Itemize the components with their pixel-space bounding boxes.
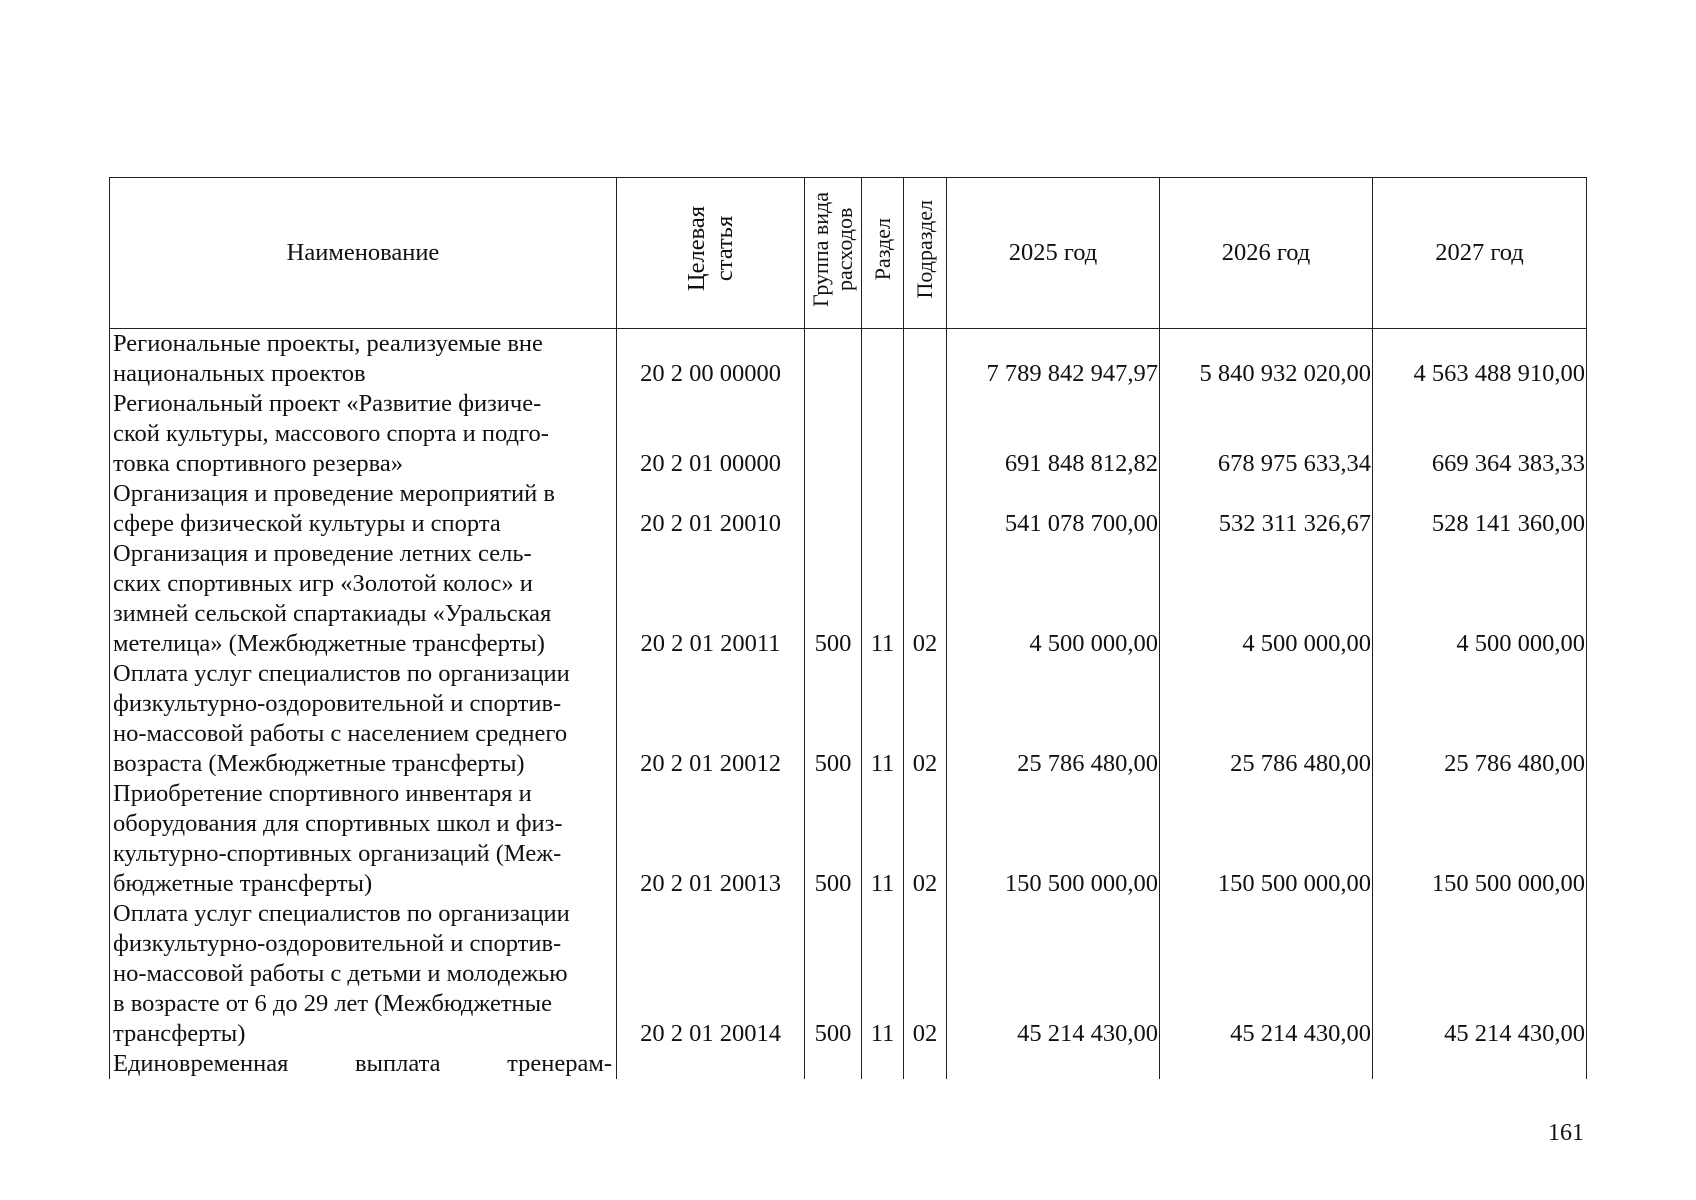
row-name-line: зимней сельской спартакиады «Уральская <box>113 600 552 627</box>
row-expense-group <box>805 389 862 479</box>
row-name <box>110 479 617 539</box>
row-expense-group: 500 <box>805 779 862 899</box>
row-section <box>862 329 904 390</box>
row-amount-2026: 678 975 633,34 <box>1160 389 1373 479</box>
row-amount-2025: 150 500 000,00 <box>947 779 1160 899</box>
header-expense-group: Группа вида расходов <box>805 178 862 329</box>
row-name-line: метелица» (Межбюджетные трансферты) <box>113 630 545 657</box>
table-header <box>110 178 1587 329</box>
row-amount-2027 <box>1373 1049 1587 1079</box>
row-subsection <box>904 1049 947 1079</box>
row-amount-2026: 5 840 932 020,00 <box>1160 329 1373 390</box>
row-expense-group: 500 <box>805 659 862 779</box>
row-name-line: физкультурно-оздоровительной и спортив- <box>113 690 562 717</box>
row-expense-group <box>805 479 862 539</box>
row-target-article: 20 2 01 20012 <box>617 659 805 779</box>
row-target-article: 20 2 01 20013 <box>617 779 805 899</box>
row-amount-2027: 669 364 383,33 <box>1373 389 1587 479</box>
row-target-article: 20 2 01 00000 <box>617 389 805 479</box>
row-section: 11 <box>862 899 904 1049</box>
row-name <box>110 329 617 390</box>
row-subsection: 02 <box>904 779 947 899</box>
row-target-article: 20 2 00 00000 <box>617 329 805 390</box>
row-subsection: 02 <box>904 899 947 1049</box>
row-amount-2026 <box>1160 1049 1373 1079</box>
header-year-2025: 2025 год <box>947 178 1160 329</box>
row-expense-group <box>805 329 862 390</box>
table-row <box>110 899 1587 1049</box>
table-row <box>110 479 1587 539</box>
row-name-line: ской культуры, массового спорта и подго- <box>113 420 549 447</box>
table-row <box>110 329 1587 390</box>
row-expense-group: 500 <box>805 899 862 1049</box>
row-subsection: 02 <box>904 539 947 659</box>
header-name: Наименование <box>110 178 617 329</box>
header-section: Раздел <box>862 178 904 329</box>
row-section <box>862 1049 904 1079</box>
row-section: 11 <box>862 659 904 779</box>
row-amount-2025 <box>947 1049 1160 1079</box>
header-year-2027: 2027 год <box>1373 178 1587 329</box>
row-amount-2026: 532 311 326,67 <box>1160 479 1373 539</box>
row-amount-2026: 45 214 430,00 <box>1160 899 1373 1049</box>
row-target-article <box>617 1049 805 1079</box>
row-amount-2027: 45 214 430,00 <box>1373 899 1587 1049</box>
row-amount-2025: 541 078 700,00 <box>947 479 1160 539</box>
row-name <box>110 1049 617 1079</box>
row-name <box>110 389 617 479</box>
row-section <box>862 479 904 539</box>
table-body <box>110 329 1587 1080</box>
header-year-2026: 2026 год <box>1160 178 1373 329</box>
header-target-article: Целевая статья <box>617 178 805 329</box>
row-amount-2025: 25 786 480,00 <box>947 659 1160 779</box>
row-expense-group: 500 <box>805 539 862 659</box>
row-target-article: 20 2 01 20011 <box>617 539 805 659</box>
row-amount-2026: 25 786 480,00 <box>1160 659 1373 779</box>
row-name-line: товка спортивного резерва» <box>113 450 404 477</box>
table-row <box>110 389 1587 479</box>
row-name <box>110 659 617 779</box>
row-name-line: но-массовой работы с населением среднего <box>113 720 568 747</box>
row-name <box>110 899 617 1049</box>
row-amount-2025: 691 848 812,82 <box>947 389 1160 479</box>
row-target-article: 20 2 01 20010 <box>617 479 805 539</box>
row-name-line: Единовременная выплата тренерам- <box>113 1050 612 1077</box>
row-name <box>110 779 617 899</box>
row-name-line: бюджетные трансферты) <box>113 870 373 897</box>
row-subsection <box>904 479 947 539</box>
row-amount-2027: 150 500 000,00 <box>1373 779 1587 899</box>
row-subsection <box>904 329 947 390</box>
row-subsection: 02 <box>904 659 947 779</box>
row-name-line: Региональные проекты, реализуемые вне <box>113 330 543 357</box>
row-amount-2027: 25 786 480,00 <box>1373 659 1587 779</box>
row-name-line: сфере физической культуры и спорта <box>113 510 501 537</box>
row-name-line: возраста (Межбюджетные трансферты) <box>113 750 525 777</box>
table-row <box>110 659 1587 779</box>
row-name-line: Оплата услуг специалистов по организации <box>113 660 570 687</box>
row-name-line: ских спортивных игр «Золотой колос» и <box>113 570 533 597</box>
row-name-line: культурно-спортивных организаций (Меж- <box>113 840 562 867</box>
budget-table <box>109 177 1587 1079</box>
row-amount-2025: 45 214 430,00 <box>947 899 1160 1049</box>
row-amount-2027: 4 563 488 910,00 <box>1373 329 1587 390</box>
row-name-line: Региональный проект «Развитие физиче- <box>113 390 542 417</box>
row-name-line: Приобретение спортивного инвентаря и <box>113 780 532 807</box>
row-name-line: трансферты) <box>113 1020 246 1047</box>
row-name-line: в возрасте от 6 до 29 лет (Межбюджетные <box>113 990 552 1017</box>
row-amount-2025: 4 500 000,00 <box>947 539 1160 659</box>
row-name-line: Организация и проведение летних сель- <box>113 540 532 567</box>
row-section <box>862 389 904 479</box>
table-row <box>110 539 1587 659</box>
row-amount-2027: 528 141 360,00 <box>1373 479 1587 539</box>
row-amount-2026: 150 500 000,00 <box>1160 779 1373 899</box>
row-amount-2027: 4 500 000,00 <box>1373 539 1587 659</box>
row-section: 11 <box>862 779 904 899</box>
header-subsection: Подраздел <box>904 178 947 329</box>
table-row <box>110 779 1587 899</box>
row-expense-group <box>805 1049 862 1079</box>
row-name <box>110 539 617 659</box>
row-target-article: 20 2 01 20014 <box>617 899 805 1049</box>
page-number: 161 <box>1548 1120 1584 1146</box>
row-name-line: Оплата услуг специалистов по организации <box>113 900 570 927</box>
row-name-line: Организация и проведение мероприятий в <box>113 480 555 507</box>
row-name-line: национальных проектов <box>113 360 366 387</box>
row-amount-2025: 7 789 842 947,97 <box>947 329 1160 390</box>
row-name-line: физкультурно-оздоровительной и спортив- <box>113 930 562 957</box>
table-row <box>110 1049 1587 1079</box>
row-section: 11 <box>862 539 904 659</box>
row-subsection <box>904 389 947 479</box>
row-name-line: оборудования для спортивных школ и физ- <box>113 810 563 837</box>
row-amount-2026: 4 500 000,00 <box>1160 539 1373 659</box>
row-name-line: но-массовой работы с детьми и молодежью <box>113 960 568 987</box>
